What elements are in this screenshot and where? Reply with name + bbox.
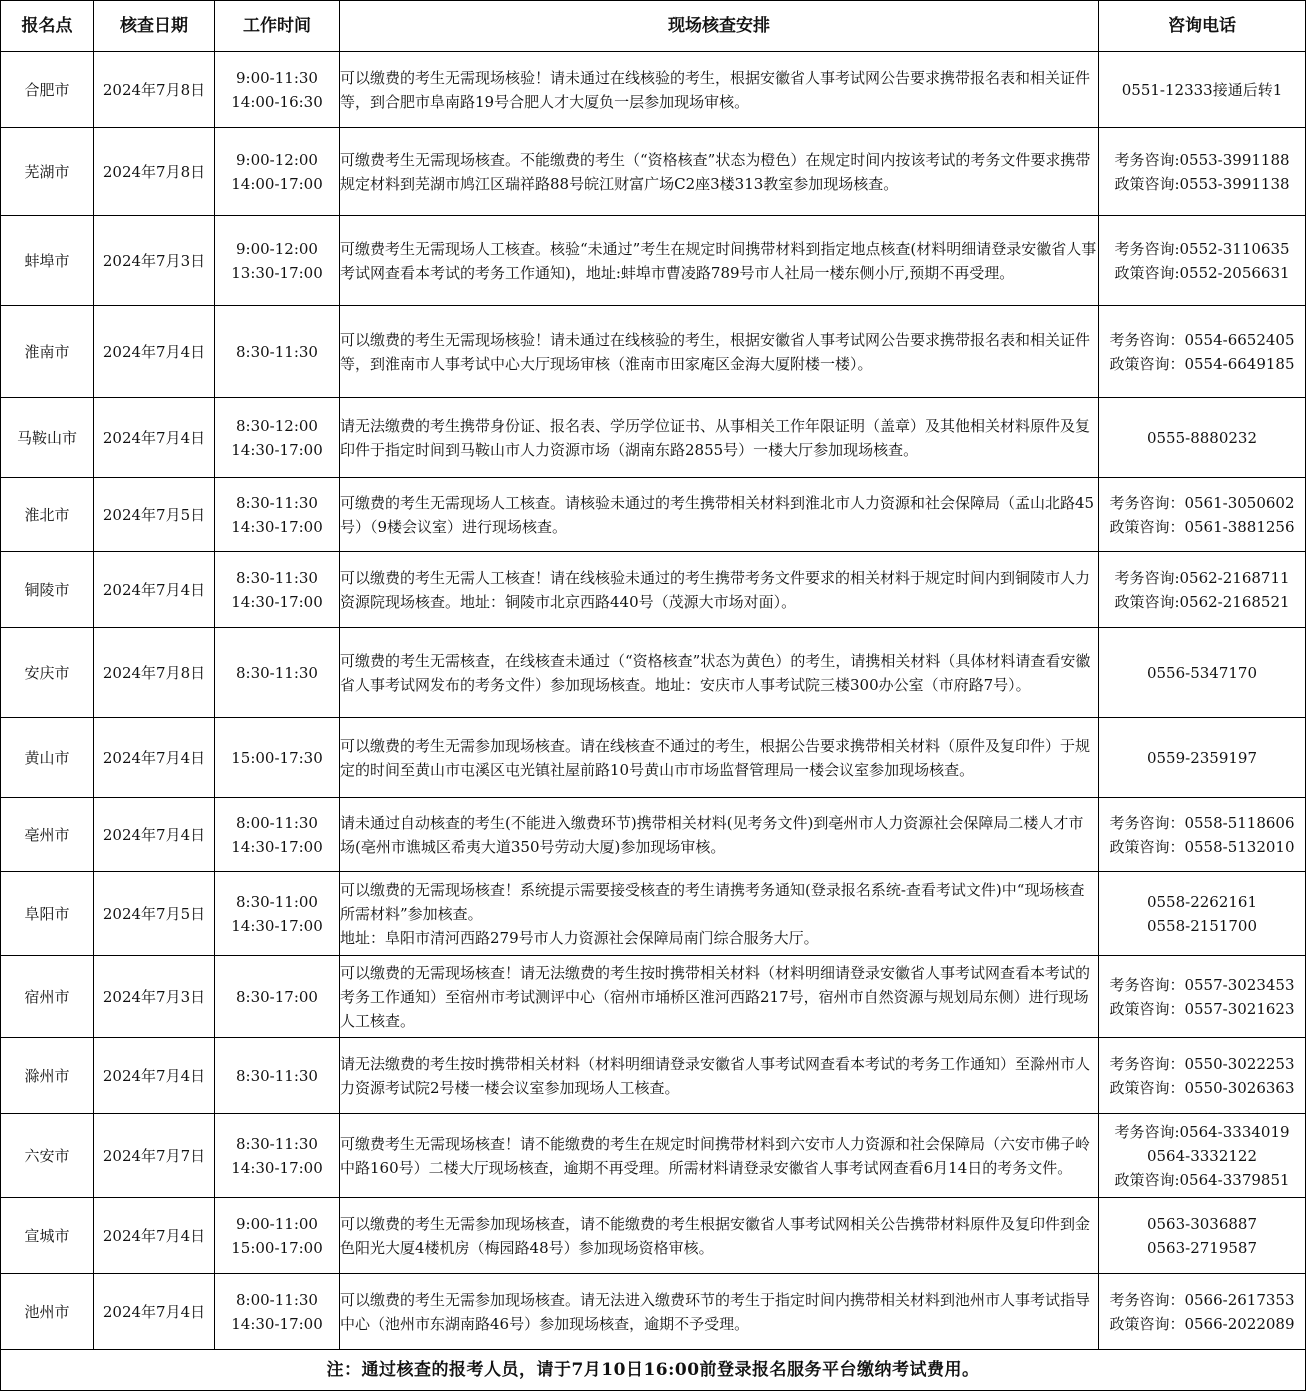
- header-row: [1, 1, 1306, 52]
- table-body: [1, 52, 1306, 1350]
- cell-arrangement: [340, 1038, 1099, 1114]
- table-row: [1, 956, 1306, 1038]
- hours-line: 8:30-11:30: [236, 568, 318, 587]
- arrangement-text: 可以缴费的无需现场核查！请无法缴费的考生按时携带相关材料（材料明细请登录安徽省人事考试网查看本考试的考务工作通知）至宿州市考试测评中心（宿州市埇桥区淮河西路217号，宿州市自然资源与规划局东侧）进行现场人工核查。: [340, 963, 1091, 1030]
- cell-date: 2024年7月4日: [94, 718, 215, 798]
- cell-hours: [215, 718, 340, 798]
- hours-line: 13:30-17:00: [231, 263, 323, 282]
- cell-site: 合肥市: [1, 52, 94, 128]
- cell-date: 2024年7月3日: [94, 956, 215, 1038]
- phone-line: 考务咨询:0562-2168711: [1114, 568, 1290, 587]
- table-row: [1, 398, 1306, 478]
- cell-date: 2024年7月8日: [94, 52, 215, 128]
- header-site: 报名点: [1, 1, 94, 52]
- cell-hours: [215, 1114, 340, 1198]
- cell-date: 2024年7月4日: [94, 1198, 215, 1274]
- cell-phone: [1099, 478, 1306, 552]
- phone-line: 政策咨询：0561-3881256: [1109, 517, 1295, 536]
- cell-date: 2024年7月8日: [94, 628, 215, 718]
- cell-hours: [215, 956, 340, 1038]
- hours-line: 15:00-17:30: [231, 748, 323, 767]
- phone-line: 0563-2719587: [1146, 1238, 1258, 1257]
- cell-date: 2024年7月4日: [94, 398, 215, 478]
- arrangement-text: 可缴费的考生无需现场人工核查。请核验未通过的考生携带相关材料到淮北市人力资源和社会保障局（孟山北路45号）（9楼会议室）进行现场核查。: [340, 493, 1095, 536]
- phone-line: 政策咨询：0550-3026363: [1109, 1078, 1295, 1097]
- phone-line: 0564-3332122: [1146, 1146, 1258, 1165]
- table-row: [1, 478, 1306, 552]
- cell-arrangement: [340, 872, 1099, 956]
- table-row: [1, 306, 1306, 398]
- hours-line: 14:30-17:00: [231, 916, 323, 935]
- cell-site: 滁州市: [1, 1038, 94, 1114]
- cell-arrangement: [340, 216, 1099, 306]
- cell-date: 2024年7月4日: [94, 552, 215, 628]
- cell-site: 芜湖市: [1, 128, 94, 216]
- arrangement-text: 可缴费考生无需现场核查。不能缴费的考生（“资格核查”状态为橙色）在规定时间内按该考试的考务文件要求携带规定材料到芜湖市鸠江区瑞祥路88号皖江财富广场C2座3楼313教室参加现场核查。: [340, 150, 1091, 193]
- cell-site: 黄山市: [1, 718, 94, 798]
- table-row: [1, 128, 1306, 216]
- phone-line: 0563-3036887: [1146, 1214, 1258, 1233]
- cell-date: 2024年7月8日: [94, 128, 215, 216]
- phone-line: 考务咨询:0564-3334019: [1114, 1122, 1290, 1141]
- arrangement-text: 请无法缴费的考生携带身份证、报名表、学历学位证书、从事相关工作年限证明（盖章）及其他相关材料原件及复印件于指定时间到马鞍山市人力资源市场（湖南东路2855号）一楼大厅参加现场核查。: [340, 416, 1091, 459]
- cell-site: 铜陵市: [1, 552, 94, 628]
- arrangement-text: 可缴费考生无需现场人工核查。核验“未通过”考生在规定时间携带材料到指定地点核查(材料明细请登录安徽省人事考试网查看本考试的考务工作通知)，地址:蚌埠市曹凌路789号市人社局一楼东侧小厅,预期不再受理。: [340, 239, 1097, 282]
- hours-line: 8:30-17:00: [236, 987, 318, 1006]
- phone-line: 政策咨询：0566-2022089: [1109, 1314, 1295, 1333]
- cell-date: 2024年7月4日: [94, 1274, 215, 1350]
- hours-line: 8:30-11:30: [236, 1066, 318, 1085]
- cell-hours: [215, 552, 340, 628]
- arrangement-text: 请无法缴费的考生按时携带相关材料（材料明细请登录安徽省人事考试网查看本考试的考务工作通知）至滁州市人力资源考试院2号楼一楼会议室参加现场人工核查。: [340, 1054, 1091, 1097]
- cell-date: 2024年7月5日: [94, 478, 215, 552]
- hours-line: 14:00-16:30: [231, 92, 323, 111]
- cell-arrangement: [340, 1274, 1099, 1350]
- table-row: [1, 798, 1306, 872]
- cell-date: 2024年7月4日: [94, 1038, 215, 1114]
- table-row: [1, 1274, 1306, 1350]
- cell-arrangement: [340, 52, 1099, 128]
- cell-site: 阜阳市: [1, 872, 94, 956]
- cell-phone: [1099, 1038, 1306, 1114]
- cell-phone: [1099, 798, 1306, 872]
- hours-line: 8:30-11:00: [236, 892, 318, 911]
- cell-arrangement: [340, 128, 1099, 216]
- cell-phone: [1099, 872, 1306, 956]
- hours-line: 8:00-11:30: [236, 813, 318, 832]
- hours-line: 14:00-17:00: [231, 174, 323, 193]
- cell-arrangement: [340, 478, 1099, 552]
- phone-line: 政策咨询:0564-3379851: [1114, 1170, 1290, 1189]
- phone-line: 考务咨询：0561-3050602: [1109, 493, 1295, 512]
- hours-line: 8:00-11:30: [236, 1290, 318, 1309]
- cell-arrangement: [340, 1198, 1099, 1274]
- hours-line: 9:00-12:00: [236, 150, 318, 169]
- cell-date: 2024年7月5日: [94, 872, 215, 956]
- phone-line: 0558-2151700: [1146, 916, 1258, 935]
- header-hours: 工作时间: [215, 1, 340, 52]
- arrangement-text: 可以缴费的考生无需参加现场核查，请不能缴费的考生根据安徽省人事考试网相关公告携带材料原件及复印件到金色阳光大厦4楼机房（梅园路48号）参加现场资格审核。: [340, 1214, 1091, 1257]
- cell-phone: [1099, 52, 1306, 128]
- phone-line: 政策咨询：0558-5132010: [1109, 837, 1295, 856]
- arrangement-text: 可以缴费的考生无需人工核查！请在线核验未通过的考生携带考务文件要求的相关材料于规定时间内到铜陵市人力资源院现场核查。地址：铜陵市北京西路440号（茂源大市场对面）。: [340, 568, 1091, 611]
- cell-site: 安庆市: [1, 628, 94, 718]
- table-row: [1, 216, 1306, 306]
- cell-hours: [215, 1038, 340, 1114]
- arrangement-text: 可以缴费的考生无需参加现场核查。请无法进入缴费环节的考生于指定时间内携带相关材料到池州市人事考试指导中心（池州市东湖南路46号）参加现场核查，逾期不予受理。: [340, 1290, 1091, 1333]
- cell-site: 宿州市: [1, 956, 94, 1038]
- phone-line: 0558-2262161: [1146, 892, 1258, 911]
- footnote-row: [1, 1350, 1306, 1391]
- cell-hours: [215, 872, 340, 956]
- cell-site: 宣城市: [1, 1198, 94, 1274]
- cell-phone: [1099, 956, 1306, 1038]
- hours-line: 14:30-17:00: [231, 592, 323, 611]
- cell-date: 2024年7月7日: [94, 1114, 215, 1198]
- table-row: [1, 1198, 1306, 1274]
- cell-arrangement: [340, 798, 1099, 872]
- arrangement-text: 可以缴费的考生无需参加现场核查。请在线核查不通过的考生，根据公告要求携带相关材料（原件及复印件）于规定的时间至黄山市屯溪区屯光镇社屋前路10号黄山市市场监督管理局一楼会议室参加现场核查。: [340, 736, 1091, 779]
- phone-line: 政策咨询:0562-2168521: [1114, 592, 1290, 611]
- phone-line: 政策咨询：0557-3021623: [1109, 999, 1295, 1018]
- cell-hours: [215, 52, 340, 128]
- phone-line: 考务咨询:0552-3110635: [1114, 239, 1290, 258]
- hours-line: 14:30-17:00: [231, 1158, 323, 1177]
- cell-phone: [1099, 1114, 1306, 1198]
- hours-line: 8:30-11:30: [236, 663, 318, 682]
- cell-arrangement: [340, 1114, 1099, 1198]
- phone-line: 考务咨询：0566-2617353: [1109, 1290, 1295, 1309]
- phone-line: 考务咨询：0558-5118606: [1109, 813, 1295, 832]
- cell-site: 池州市: [1, 1274, 94, 1350]
- cell-arrangement: [340, 306, 1099, 398]
- hours-line: 9:00-11:30: [236, 68, 318, 87]
- cell-hours: [215, 398, 340, 478]
- cell-phone: [1099, 128, 1306, 216]
- phone-line: 政策咨询：0554-6649185: [1109, 354, 1295, 373]
- hours-line: 14:30-17:00: [231, 440, 323, 459]
- hours-line: 15:00-17:00: [231, 1238, 323, 1257]
- hours-line: 14:30-17:00: [231, 1314, 323, 1333]
- arrangement-text: 可以缴费的考生无需现场核验！请未通过在线核验的考生，根据安徽省人事考试网公告要求携带报名表和相关证件等，到淮南市人事考试中心大厅现场审核（淮南市田家庵区金海大厦附楼一楼）。: [340, 330, 1091, 373]
- arrangement-text: 可缴费考生无需现场核查！请不能缴费的考生在规定时间携带材料到六安市人力资源和社会保障局（六安市佛子岭中路160号）二楼大厅现场核查，逾期不再受理。所需材料请登录安徽省人事考试网查看6月14日的考务文件。: [340, 1134, 1091, 1177]
- cell-date: 2024年7月4日: [94, 306, 215, 398]
- cell-site: 蚌埠市: [1, 216, 94, 306]
- hours-line: 9:00-11:00: [236, 1214, 318, 1233]
- cell-phone: [1099, 398, 1306, 478]
- arrangement-text: 可以缴费的考生无需现场核验！请未通过在线核验的考生，根据安徽省人事考试网公告要求携带报名表和相关证件等，到合肥市阜南路19号合肥人才大厦负一层参加现场审核。: [340, 68, 1091, 111]
- cell-arrangement: [340, 718, 1099, 798]
- table-row: [1, 872, 1306, 956]
- hours-line: 8:30-11:30: [236, 493, 318, 512]
- phone-line: 考务咨询：0557-3023453: [1109, 975, 1295, 994]
- footnote: 注：通过核查的报考人员，请于7月10日16:00前登录报名服务平台缴纳考试费用。: [1, 1350, 1306, 1391]
- table-row: [1, 52, 1306, 128]
- cell-phone: [1099, 718, 1306, 798]
- cell-hours: [215, 628, 340, 718]
- table-row: [1, 628, 1306, 718]
- cell-arrangement: [340, 628, 1099, 718]
- cell-arrangement: [340, 956, 1099, 1038]
- table-row: [1, 552, 1306, 628]
- cell-phone: [1099, 306, 1306, 398]
- phone-line: 0551-12333接通后转1: [1121, 80, 1283, 99]
- arrangement-text: 请未通过自动核查的考生(不能进入缴费环节)携带相关材料(见考务文件)到亳州市人力资源社会保障局二楼人才市场(亳州市谯城区希夷大道350号劳动大厦)参加现场审核。: [340, 813, 1084, 856]
- cell-site: 马鞍山市: [1, 398, 94, 478]
- cell-hours: [215, 1198, 340, 1274]
- hours-line: 14:30-17:00: [231, 837, 323, 856]
- cell-hours: [215, 306, 340, 398]
- hours-line: 14:30-17:00: [231, 517, 323, 536]
- cell-site: 六安市: [1, 1114, 94, 1198]
- table-row: [1, 1038, 1306, 1114]
- header-date: 核查日期: [94, 1, 215, 52]
- arrangement-text: 可缴费的考生无需核查，在线核查未通过（“资格核查”状态为黄色）的考生，请携相关材料（具体材料请查看安徽省人事考试网发布的考务文件）参加现场核查。地址：安庆市人事考试院三楼300办公室（市府路7号）。: [340, 651, 1091, 694]
- phone-line: 政策咨询:0552-2056631: [1114, 263, 1290, 282]
- cell-phone: [1099, 552, 1306, 628]
- hours-line: 8:30-11:30: [236, 342, 318, 361]
- phone-line: 0559-2359197: [1146, 748, 1258, 767]
- cell-site: 淮北市: [1, 478, 94, 552]
- phone-line: 考务咨询：0554-6652405: [1109, 330, 1295, 349]
- phone-line: 考务咨询：0550-3022253: [1109, 1054, 1295, 1073]
- cell-arrangement: [340, 552, 1099, 628]
- cell-arrangement: [340, 398, 1099, 478]
- cell-phone: [1099, 1198, 1306, 1274]
- phone-line: 0555-8880232: [1146, 428, 1258, 447]
- cell-date: 2024年7月3日: [94, 216, 215, 306]
- table-row: [1, 718, 1306, 798]
- phone-line: 0556-5347170: [1146, 663, 1258, 682]
- phone-line: 政策咨询:0553-3991138: [1114, 174, 1290, 193]
- cell-phone: [1099, 216, 1306, 306]
- cell-hours: [215, 1274, 340, 1350]
- phone-line: 考务咨询:0553-3991188: [1114, 150, 1290, 169]
- table-row: [1, 1114, 1306, 1198]
- cell-hours: [215, 798, 340, 872]
- hours-line: 8:30-12:00: [236, 416, 318, 435]
- hours-line: 8:30-11:30: [236, 1134, 318, 1153]
- header-phone: 咨询电话: [1099, 1, 1306, 52]
- hours-line: 9:00-12:00: [236, 239, 318, 258]
- cell-hours: [215, 128, 340, 216]
- cell-hours: [215, 478, 340, 552]
- arrangement-text: 可以缴费的无需现场核查！系统提示需要接受核查的考生请携考务通知(登录报名系统-查看考试文件)中“现场核查所需材料”参加核查。: [340, 880, 1085, 923]
- cell-site: 亳州市: [1, 798, 94, 872]
- cell-phone: [1099, 1274, 1306, 1350]
- cell-phone: [1099, 628, 1306, 718]
- cell-hours: [215, 216, 340, 306]
- cell-date: 2024年7月4日: [94, 798, 215, 872]
- cell-site: 淮南市: [1, 306, 94, 398]
- arrangement-address: 地址：阜阳市清河西路279号市人力资源社会保障局南门综合服务大厅。: [340, 928, 819, 947]
- header-arrangement: 现场核查安排: [340, 1, 1099, 52]
